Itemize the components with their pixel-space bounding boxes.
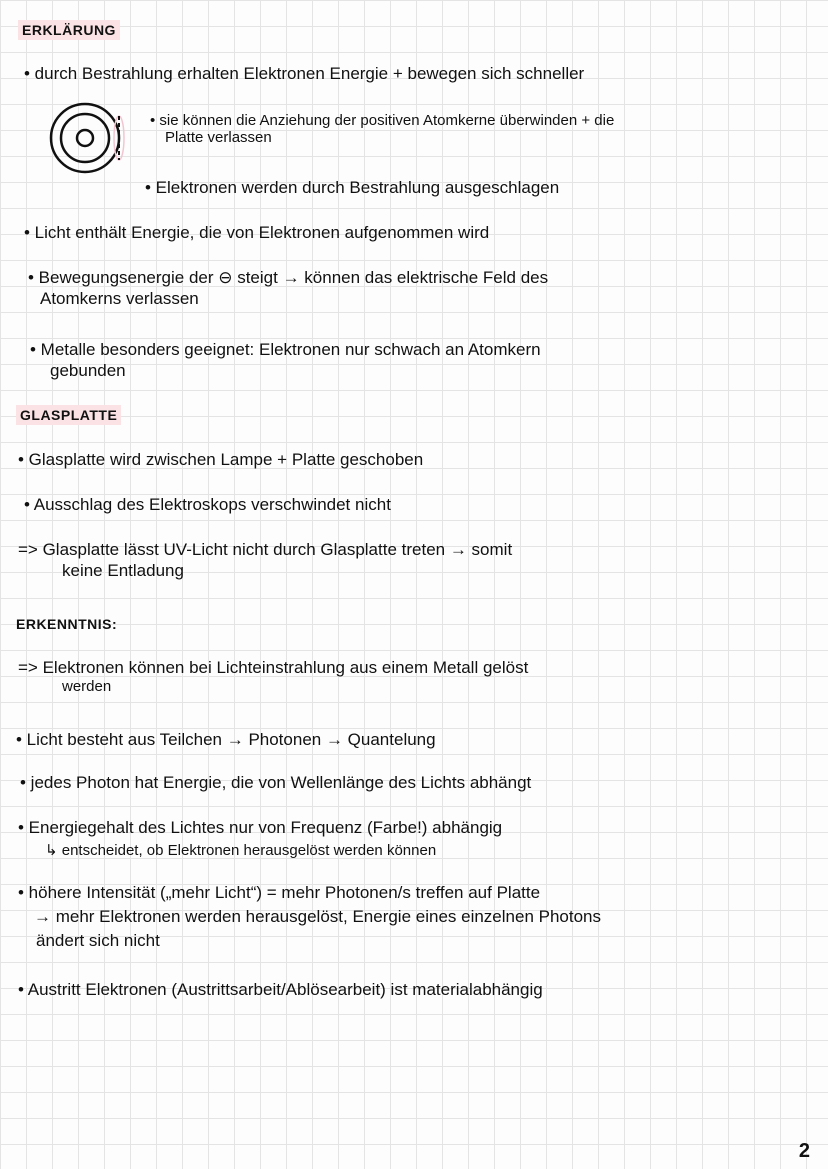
note-line: Platte verlassen (165, 129, 272, 146)
heading-erkenntnis: ERKENNTNIS: (16, 616, 118, 632)
note-line: ↳ entscheidet, ob Elektronen herausgelöst werden können (45, 842, 437, 859)
note-line: gebunden (50, 361, 126, 380)
heading-erklaerung: ERKLÄRUNG (18, 20, 120, 40)
note-line: • Glasplatte wird zwischen Lampe + Platte geschoben (18, 450, 424, 469)
note-line: Atomkerns verlassen (40, 289, 199, 308)
note-line: • Ausschlag des Elektroskops verschwindet nicht (24, 495, 391, 514)
note-line: • Bewegungsenergie der ⊖ steigt → können das elektrische Feld des (28, 268, 549, 287)
heading-glasplatte: GLASPLATTE (16, 405, 121, 425)
note-line: • Metalle besonders geeignet: Elektronen nur schwach an Atomkern (30, 340, 541, 359)
note-line: → mehr Elektronen werden herausgelöst, Energie eines einzelnen Photons (34, 907, 602, 926)
note-line: • sie können die Anziehung der positiven Atomkerne überwinden + die (150, 112, 615, 129)
note-line: ändert sich nicht (36, 931, 160, 950)
note-line: => Glasplatte lässt UV-Licht nicht durch Glasplatte treten → somit (18, 540, 513, 559)
page-number: 2 (798, 1140, 810, 1162)
note-line: • jedes Photon hat Energie, die von Wellenlänge des Lichts abhängt (20, 773, 532, 792)
note-line: • höhere Intensität („mehr Licht“) = mehr Photonen/s treffen auf Platte (18, 883, 541, 902)
note-line: • durch Bestrahlung erhalten Elektronen Energie + bewegen sich schneller (24, 64, 585, 83)
note-line: • Energiegehalt des Lichtes nur von Frequenz (Farbe!) abhängig (18, 818, 503, 837)
note-line: • Licht besteht aus Teilchen → Photonen → Quantelung (16, 730, 436, 749)
atom-diagram-icon (45, 98, 125, 178)
note-line: => Elektronen können bei Lichteinstrahlung aus einem Metall gelöst (18, 658, 529, 677)
note-line: keine Entladung (62, 561, 184, 580)
note-line: werden (62, 678, 112, 695)
note-line: • Licht enthält Energie, die von Elektronen aufgenommen wird (24, 223, 490, 242)
note-line: • Austritt Elektronen (Austrittsarbeit/Ablösearbeit) ist materialabhängig (18, 980, 543, 999)
note-line: • Elektronen werden durch Bestrahlung ausgeschlagen (145, 178, 560, 197)
